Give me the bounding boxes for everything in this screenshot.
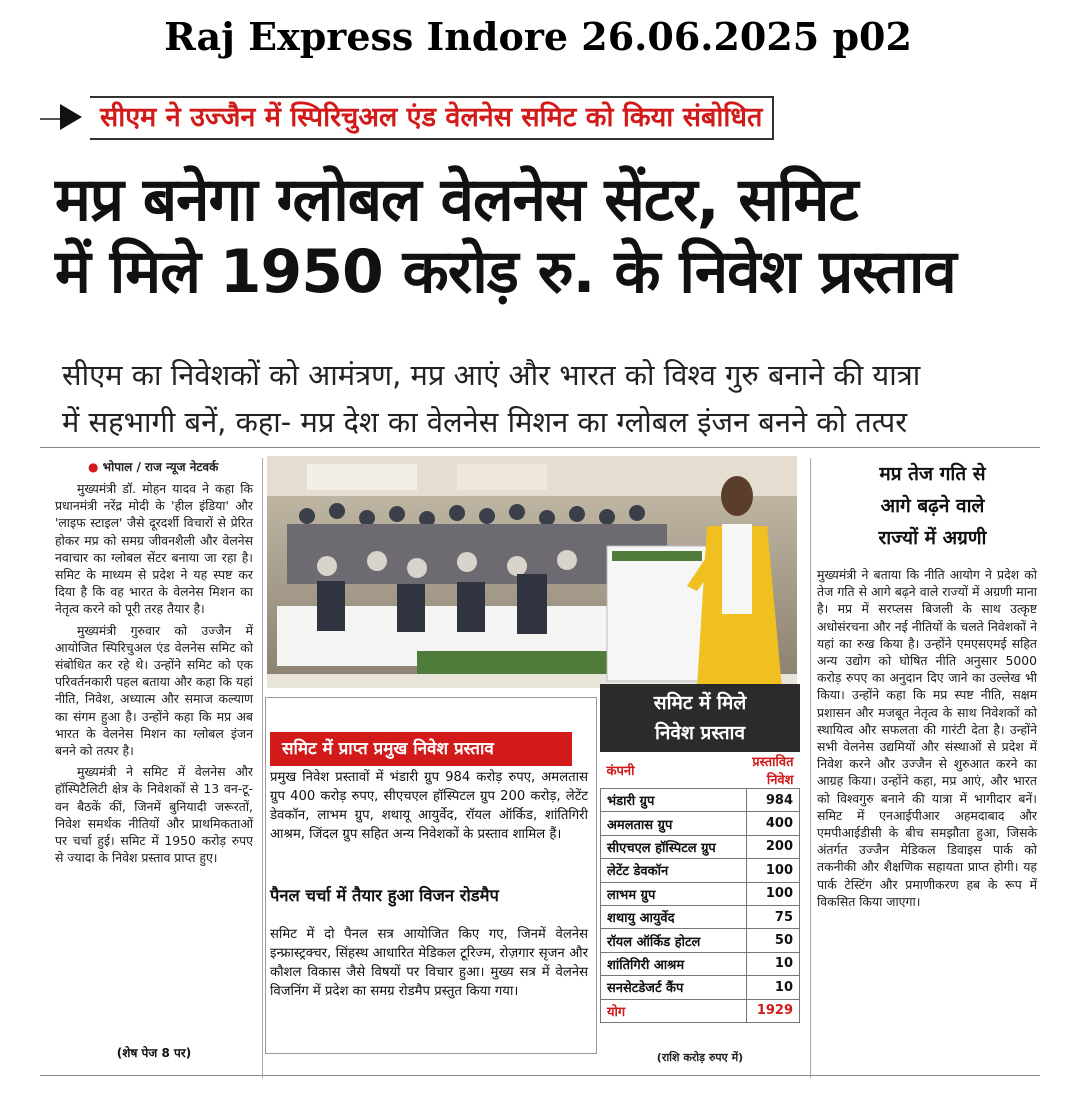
box-heading-roadmap: पैनल चर्चा में तैयार हुआ विजन रोडमैप [270,886,499,905]
kicker-text: सीएम ने उज्जैन में स्पिरिचुअल एंड वेलनेस समिट को किया संबोधित [90,96,774,140]
table-title-line-2: निवेश प्रस्ताव [654,722,746,744]
box-text-proposals [270,768,588,848]
total-value: 1929 [746,999,799,1022]
company-cell: भंडारी ग्रुप [601,789,747,812]
value-cell: 10 [746,976,799,999]
column-divider [262,458,263,1078]
investment-table [600,752,800,1023]
paragraph: मुख्यमंत्री ने बताया कि नीति आयोग ने प्रदेश को तेज गति से आगे बढ़ने वाले राज्यों में अग्रणी माना है। मप्र में सरप्लस बिजली के साथ उत्कृष्ट अधोसंरचना और नई नीतियों के चलते निवेशकों ने यहां का रुख किया है। उन्होंने एमएसएमई सहित अन्य उद्योग को घोषित नीति अनुसार 5000 करोड़ रुपए का अनुदान दिए जाने का उल्लेख भी किया। उन्होंने कहा कि मप्र स्पष्ट नीति, सक्षम प्रशासन और मजबूत नेतृत्व के साथ निवेशकों को स्थायित्व और सफलता की गारंटी देता है। उन्होंने सभी वेलनेस उद्यमियों और संस्थाओं से प्रदेश में निवेश करने और उज्जैन से शुरुआत करने का आग्रह किया। उन्होंने कहा, मप्र आएं, और भारत को विश्वगुरु बनाने की यात्रा में भागीदार बनें। समिट में एनआईपीआर अहमदाबाद और एमपीआईडीसी के बीच समझौता हुआ, जिसके अंतर्गत उज्जैन मेडिकल डिवाइस पार्क को तकनीकी और शैक्षणिक सहायता प्राप्त होगी। यह पार्क टेस्टिंग और प्रमाणीकरण हब के रूप में विकसित किया जाएगा। [817,567,1037,909]
table-title [600,684,800,752]
table-row [601,812,800,835]
value-cell: 400 [746,812,799,835]
value-cell: 10 [746,952,799,975]
table-header-row [601,752,800,789]
table-total-row [601,999,800,1022]
col-company: कंपनी [601,752,747,789]
table-note: (राशि करोड़ रुपए में) [656,1051,744,1064]
table-row [601,976,800,999]
table-row [601,952,800,975]
table-title-line-1: समिट में मिले [653,692,747,714]
bottom-divider [40,1075,1040,1076]
headline [55,164,1035,308]
dateline-text: भोपाल / राज न्यूज नेटवर्क [102,460,219,474]
box-text-roadmap [270,925,588,1001]
col-investment: प्रस्तावित निवेश [746,752,799,789]
photo-illustration [267,456,797,688]
company-cell: लेटेंट डेवकॉन [601,859,747,882]
company-cell: सीएचएल हॉस्पिटल ग्रुप [601,835,747,858]
event-photo [267,456,797,688]
paragraph: मुख्यमंत्री डॉ. मोहन यादव ने कहा कि प्रधानमंत्री नरेंद्र मोदी के 'हील इंडिया' और 'लाइफ स्टाइल' जैसे दूरदर्शी विचारों से प्रेरित होकर मप्र को समग्र जीवनशैली और वेलनेस नवाचार का ग्लोबल सेंटर बनाया जा रहा है। समिट के माध्यम से प्रदेश ने यह स्पष्ट कर दिया है कि वह भारत के वेलनेस मिशन का नेतृत्व करने को पूरी तरह तैयार है। [55,481,253,617]
side-head-line-1: मप्र तेज गति से [879,463,986,485]
subhead-line-1: सीएम का निवेशकों को आमंत्रण, मप्र आएं और भारत को विश्व गुरु बनाने की यात्रा [62,358,921,392]
value-cell: 100 [746,882,799,905]
company-cell: शांतिगिरी आश्रम [601,952,747,975]
paragraph: समिट में दो पैनल सत्र आयोजित किए गए, जिनमें वेलनेस इन्फ्रास्ट्रक्चर, सिंहस्थ आधारित मेडिकल टूरिज्म, रोज़गार सृजन और कौशल विकास जैसे विषयों पर विचार हुआ। मुख्य सत्र में वेलनेस विजनिंग में प्रदेश का समग्र रोडमैप प्रस्तुत किया गया। [270,927,588,999]
company-cell: शथायु आयुर्वेद [601,905,747,928]
table-row [601,789,800,812]
headline-line-1: मप्र बनेगा ग्लोबल वेलनेस सेंटर, समिट [55,165,858,235]
table-row [601,835,800,858]
continued-note: (शेष पेज 8 पर) [116,1046,192,1060]
company-cell: सनसेटडेजर्ट कैंप [601,976,747,999]
paragraph: मुख्यमंत्री ने समिट में वेलनेस और हॉस्पिटैलिटी क्षेत्र के निवेशकों से 13 वन-टू-वन बैठकें कीं, जिनमें बुनियादी जरूरतों, निवेश समर्थक नीतियों और प्राथमिकताओं पर चर्चा हुई। समिट में 1950 करोड़ रुपए से ज्यादा के निवेश प्रस्ताव प्राप्त हुए। [55,764,253,866]
top-divider [40,447,1040,448]
table-row [601,882,800,905]
subheadline [62,352,1052,446]
kicker-bar [40,96,1040,140]
column-divider [810,458,811,1078]
article-column-1 [55,480,253,870]
side-heading [820,458,1045,554]
company-cell: रॉयल ऑर्किड होटल [601,929,747,952]
paragraph: मुख्यमंत्री गुरुवार को उज्जैन में आयोजित स्पिरिचुअल एंड वेलनेस समिट को संबोधित कर रहे थे। उन्होंने समिट को एक परिवर्तनकारी पहल बताया और कहा कि यहां नीति, निवेश, अध्यात्म और समाज कल्याण का संगम हुआ है। उन्होंने कहा कि मप्र अब भारत के वेलनेस मिशन का ग्लोबल इंजन बनने को तत्पर है। [55,622,253,759]
kicker-rule-left [40,118,60,120]
value-cell: 200 [746,835,799,858]
headline-line-2: में मिले 1950 करोड़ रु. के निवेश प्रस्ताव [55,237,956,307]
table-row [601,859,800,882]
bullet-icon: ● [88,460,99,474]
triangle-arrow-icon [60,104,82,130]
subhead-line-2: में सहभागी बनें, कहा- मप्र देश का वेलनेस मिशन का ग्लोबल इंजन बनने को तत्पर [62,405,908,439]
value-cell: 50 [746,929,799,952]
value-cell: 75 [746,905,799,928]
side-head-line-2: आगे बढ़ने वाले [880,495,985,517]
page-title: Raj Express Indore 26.06.2025 p02 [164,14,912,59]
table-row [601,905,800,928]
table-row [601,929,800,952]
dateline [88,458,218,475]
total-label: योग [601,999,747,1022]
box-heading-proposals: समिट में प्राप्त प्रमुख निवेश प्रस्ताव [270,732,572,766]
side-head-line-3: राज्यों में अग्रणी [878,527,987,549]
value-cell: 984 [746,789,799,812]
article-column-3 [817,566,1037,914]
paragraph: प्रमुख निवेश प्रस्तावों में भंडारी ग्रुप 984 करोड़ रुपए, अमलतास ग्रुप 400 करोड़ रुपए, सीएचएल हॉस्पिटल ग्रुप 200 करोड़, लेटेंट डेवकॉन, लाभम ग्रुप, शथायू आयुर्वेद, रॉयल ऑर्किड, शांतिगिरी आश्रम, जिंदल ग्रुप सहित अन्य निवेशकों के प्रस्ताव शामिल हैं। [270,770,588,842]
company-cell: लाभम ग्रुप [601,882,747,905]
company-cell: अमलतास ग्रुप [601,812,747,835]
value-cell: 100 [746,859,799,882]
